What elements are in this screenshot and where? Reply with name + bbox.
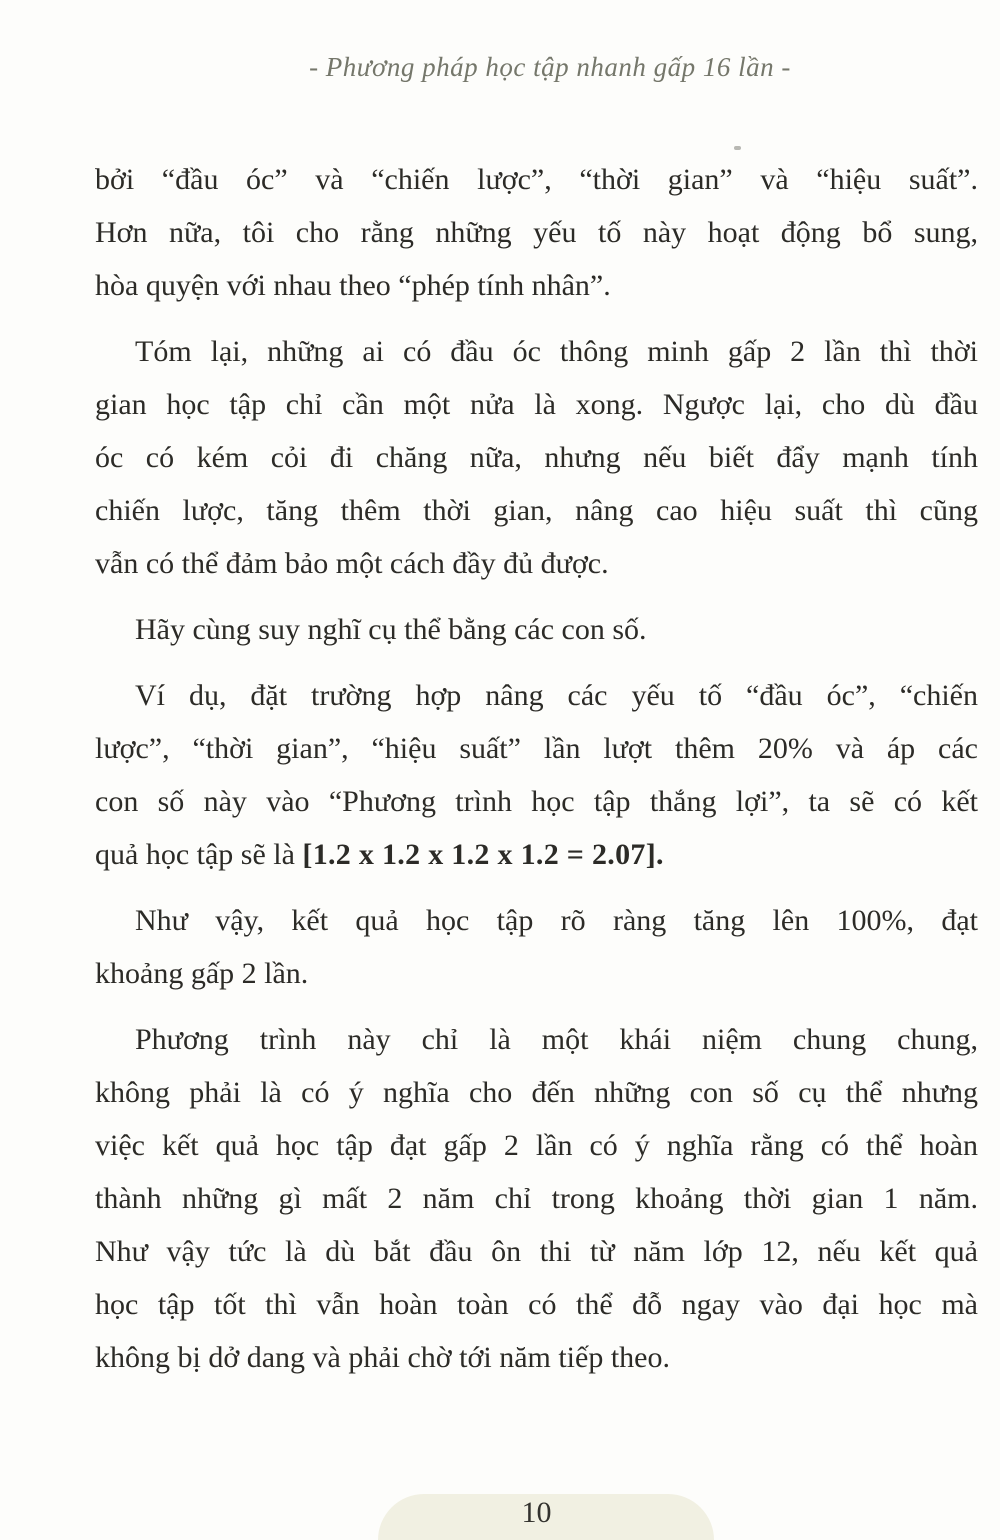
text-line: Như vậy, kết quả học tập rõ ràng tăng lên 100%, đạt: [135, 904, 978, 937]
paragraph: [95, 153, 978, 312]
text-line: Hãy cùng suy nghĩ cụ thể bằng các con số.: [135, 613, 647, 646]
text-line: [95, 828, 978, 881]
text-line: thành những gì mất 2 năm chỉ trong khoảng thời gian 1 năm.: [95, 1182, 978, 1215]
text-line: không bị dở dang và phải chờ tới năm tiếp theo.: [95, 1341, 670, 1374]
paragraph: [95, 1013, 978, 1384]
text-line: con số này vào “Phương trình học tập thắng lợi”, ta sẽ có kết: [95, 785, 978, 818]
text-line: khoảng gấp 2 lần.: [95, 957, 309, 990]
scan-speck: [734, 146, 741, 150]
text-line: chiến lược, tăng thêm thời gian, nâng cao hiệu suất thì cũng: [95, 494, 978, 527]
text-line: bởi “đầu óc” và “chiến lược”, “thời gian” và “hiệu suất”.: [95, 163, 978, 196]
text-line: Phương trình này chỉ là một khái niệm chung chung,: [135, 1023, 978, 1056]
text-line: Ví dụ, đặt trường hợp nâng các yếu tố “đầu óc”, “chiến: [135, 679, 978, 712]
formula-line-text: quả học tập sẽ là: [95, 838, 303, 871]
text-line: gian học tập chỉ cần một nửa là xong. Ngược lại, cho dù đầu: [95, 388, 978, 421]
page-number: 10: [521, 1496, 552, 1529]
text-line: óc có kém cỏi đi chăng nữa, nhưng nếu biết đẩy mạnh tính: [95, 441, 978, 474]
body-text: [95, 153, 978, 1397]
text-line: hòa quyện với nhau theo “phép tính nhân”.: [95, 269, 611, 302]
text-line: Hơn nữa, tôi cho rằng những yếu tố này hoạt động bổ sung,: [95, 216, 978, 249]
text-line: vẫn có thể đảm bảo một cách đầy đủ được.: [95, 547, 609, 580]
text-line: Tóm lại, những ai có đầu óc thông minh gấp 2 lần thì thời: [135, 335, 978, 368]
running-header: - Phương pháp học tập nhanh gấp 16 lần -: [309, 52, 791, 82]
learning-formula: [1.2 x 1.2 x 1.2 x 1.2 = 2.07].: [302, 838, 664, 871]
paragraph: [95, 669, 978, 881]
paragraph: [95, 894, 978, 1000]
text-line: Như vậy tức là dù bắt đầu ôn thi từ năm lớp 12, nếu kết quả: [95, 1235, 978, 1268]
paragraph: [95, 325, 978, 590]
paragraph: [95, 603, 978, 656]
text-line: việc kết quả học tập đạt gấp 2 lần có ý nghĩa rằng có thể hoàn: [95, 1129, 978, 1162]
text-line: không phải là có ý nghĩa cho đến những con số cụ thể nhưng: [95, 1076, 978, 1109]
text-line: lược”, “thời gian”, “hiệu suất” lần lượt thêm 20% và áp các: [95, 732, 978, 765]
text-line: học tập tốt thì vẫn hoàn toàn có thể đỗ ngay vào đại học mà: [95, 1288, 978, 1321]
